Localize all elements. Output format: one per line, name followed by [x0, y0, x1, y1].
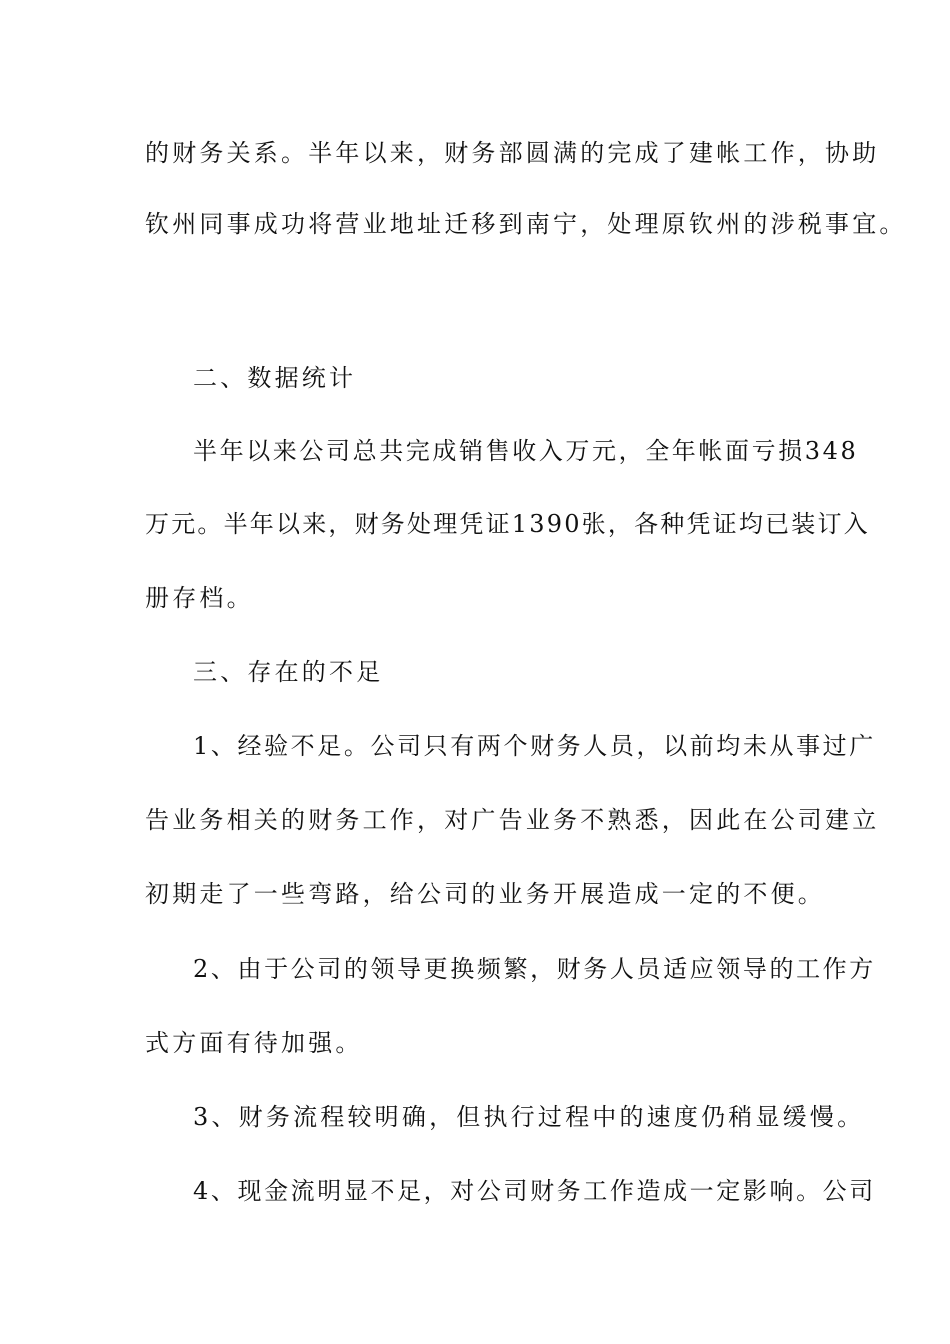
list-item-2-line-1: 2、由于公司的领导更换频繁，财务人员适应领导的工作方 — [193, 955, 876, 983]
list-item-1-line-2: 告业务相关的财务工作，对广告业务不熟悉，因此在公司建立 — [145, 806, 880, 834]
list-item-4-line-1: 4、现金流明显不足，对公司财务工作造成一定影响。公司 — [193, 1177, 876, 1205]
list-item-3: 3、财务流程较明确，但执行过程中的速度仍稍显缓慢。 — [193, 1103, 865, 1131]
section-heading-data-statistics: 二、数据统计 — [193, 364, 357, 392]
paragraph-line-3: 半年以来公司总共完成销售收入万元，全年帐面亏损348 — [193, 437, 859, 465]
paragraph-line-2: 钦州同事成功将营业地址迁移到南宁，处理原钦州的涉税事宜。 — [145, 210, 907, 238]
list-item-2-line-2: 式方面有待加强。 — [145, 1029, 363, 1057]
section-heading-shortcomings: 三、存在的不足 — [193, 658, 384, 686]
paragraph-line-5: 册存档。 — [145, 584, 254, 612]
list-item-1-line-3: 初期走了一些弯路，给公司的业务开展造成一定的不便。 — [145, 880, 825, 908]
paragraph-line-1: 的财务关系。半年以来，财务部圆满的完成了建帐工作，协助 — [145, 139, 880, 167]
paragraph-line-4: 万元。半年以来，财务处理凭证1390张，各种凭证均已装订入 — [145, 510, 870, 538]
list-item-1-line-1: 1、经验不足。公司只有两个财务人员，以前均未从事过广 — [193, 732, 876, 760]
